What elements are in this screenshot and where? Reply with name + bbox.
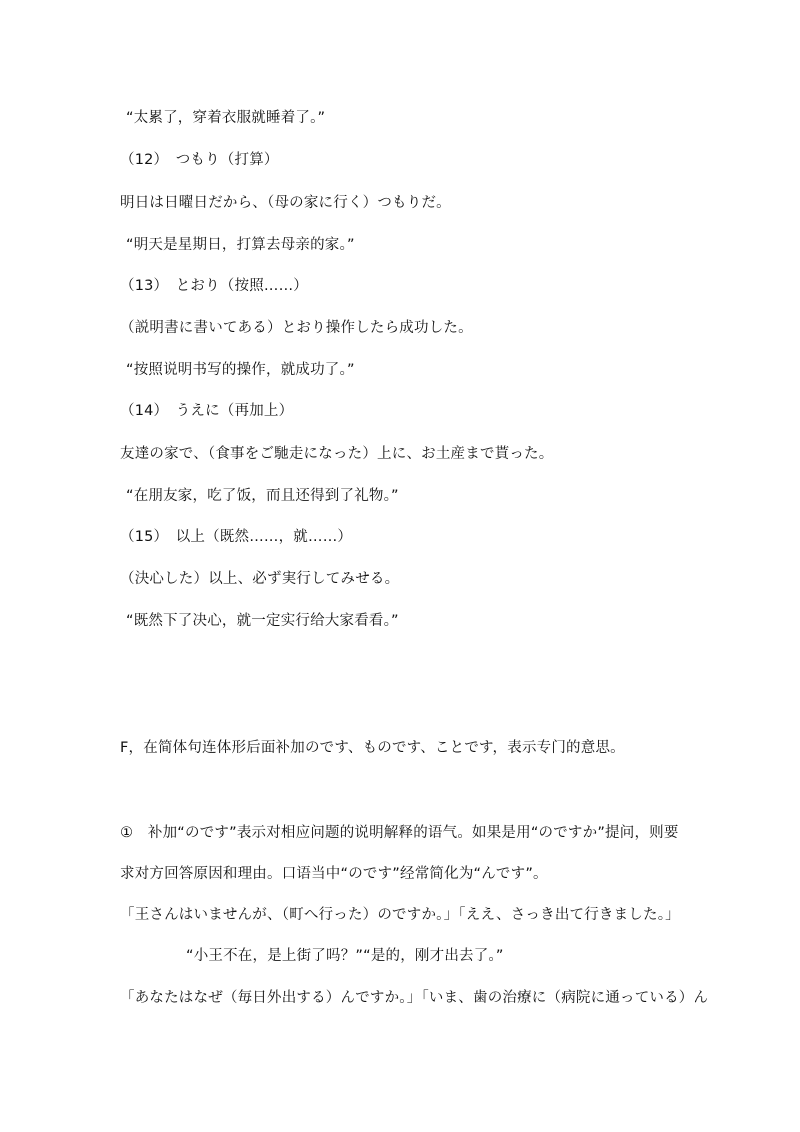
paragraph-line: 求对方回答原因和理由。口语当中“のです”经常简化为“んです”。 bbox=[120, 866, 548, 882]
text-line-example-dialogue: 「あなたはなぜ（毎日外出する）んですか。」「いま、歯の治療に（病院に通っている）ん bbox=[120, 990, 709, 1006]
paragraph-line: ① 补加“のです”表示对相应问题的说明解释的语气。如果是用“のですか”提问，则要 bbox=[120, 825, 679, 841]
text-line-heading-15: （15） 以上（既然……，就……） bbox=[120, 529, 353, 545]
text-line-example: 友達の家で、（食事をご馳走になった）上に、お土産まで貰った。 bbox=[120, 446, 554, 462]
text-line-translation: “既然下了决心，就一定实行给大家看看。” bbox=[126, 613, 399, 629]
text-line-translation: “按照说明书写的操作，就成功了。” bbox=[126, 362, 355, 378]
text-line-translation: “明天是星期日，打算去母亲的家。” bbox=[126, 237, 355, 253]
text-line-translation: “小王不在，是上街了吗？”“是的，刚才出去了。” bbox=[186, 948, 504, 964]
text-line-example: （決心した）以上、必ず実行してみせる。 bbox=[120, 571, 400, 587]
text-line-translation: “太累了，穿着衣服就睡着了。” bbox=[126, 110, 326, 126]
text-line-heading-12: （12） つもり（打算） bbox=[120, 152, 279, 168]
section-heading-f: F，在简体句连体形后面补加のです、ものです、ことです，表示专门的意思。 bbox=[120, 740, 625, 756]
text-line-example: 明日は日曜日だから、（母の家に行く）つもりだ。 bbox=[120, 195, 451, 211]
text-line-example-dialogue: 「王さんはいませんが、（町へ行った）のですか。」「ええ、さっき出て行きました。」 bbox=[120, 907, 680, 923]
text-line-heading-13: （13） とおり（按照……） bbox=[120, 278, 308, 294]
text-line-example: （説明書に書いてある）とおり操作したら成功した。 bbox=[120, 320, 473, 336]
text-line-translation: “在朋友家，吃了饭，而且还得到了礼物。” bbox=[126, 488, 399, 504]
text-line-heading-14: （14） うえに（再加上） bbox=[120, 403, 294, 419]
